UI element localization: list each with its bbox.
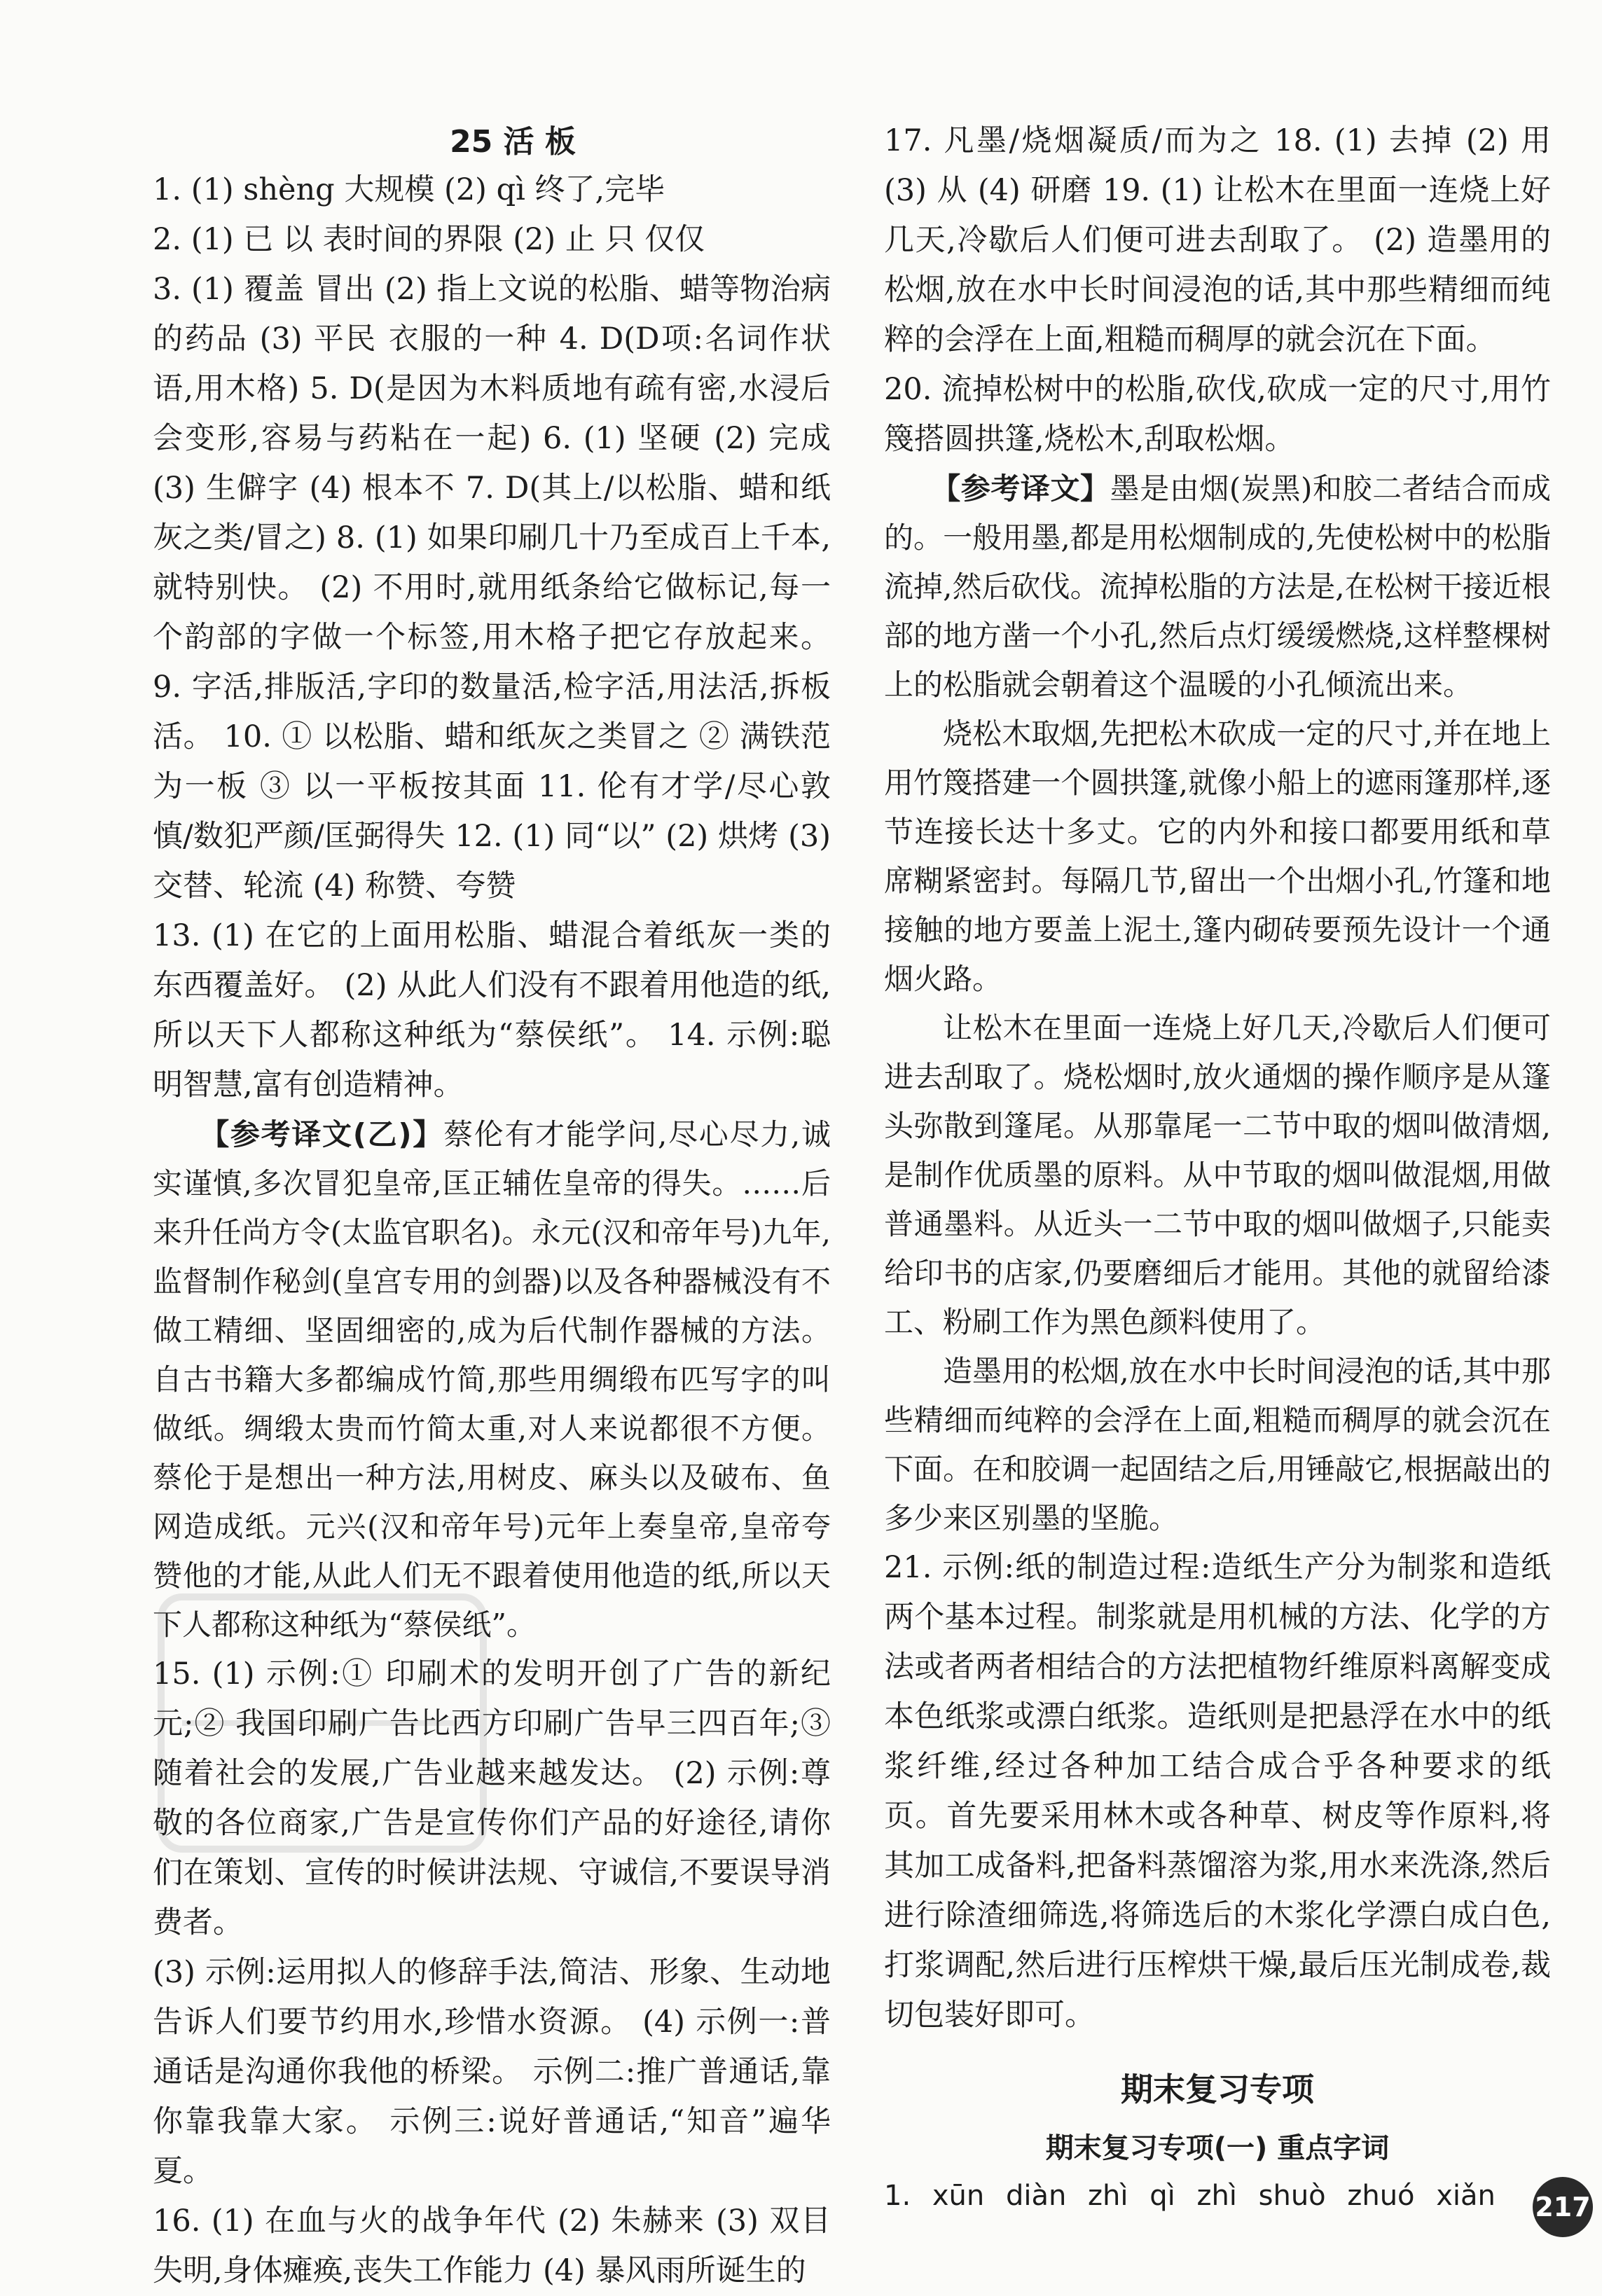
- translation-text: 墨是由烟(炭黑)和胶二者结合而成的。一般用墨,都是用松烟制成的,先使松树中的松脂流掉,然后砍伐。流掉松脂的方法是,在松树干接近根部的地方凿一个小孔,然后点灯缓缓燃烧,这样整棵树上的松脂就会朝着这个温暖的小孔倾流出来。: [884, 471, 1551, 702]
- answer-block: 1. (1) shèng 大规模 (2) qì 终了,完毕: [153, 172, 665, 207]
- translation-tag: 【参考译文(乙)】: [200, 1117, 444, 1152]
- answer-block: 13. (1) 在它的上面用松脂、蜡混合着纸灰一类的东西覆盖好。 (2) 从此人们没有不跟着用他造的纸,所以天下人都称这种纸为“蔡侯纸”。 14. 示例:聪明智慧,富有创造精神。: [153, 918, 831, 1102]
- lesson-title: 25 活 板: [450, 124, 576, 160]
- section-title: 期末复习专项: [1121, 2070, 1314, 2108]
- page-number-badge: 217: [1533, 2177, 1593, 2237]
- answer-block: 16. (1) 在血与火的战争年代 (2) 朱赫来 (3) 双目失明,身体瘫痪,丧失工作能力 (4) 暴风雨所诞生的: [153, 2204, 831, 2288]
- answer-block: 20. 流掉松树中的松脂,砍伐,砍成一定的尺寸,用竹篾搭圆拱篷,烧松木,刮取松烟。: [884, 372, 1551, 457]
- answer-block: 15. (1) 示例:① 印刷术的发明开创了广告的新纪元;② 我国印刷广告比西方印刷广告早三四百年;③ 随着社会的发展,广告业越来越发达。 (2) 示例:尊敬的各位商家,广告是宣传你们产品的好途径,请你们在策划、宣传的时候讲法规、守诚信,不要误导消费者。: [153, 1657, 841, 1940]
- translation-paragraph: 造墨用的松烟,放在水中长时间浸泡的话,其中那些精细而纯粹的会浮在上面,粗糙而稠厚的就会沉在下面。在和胶调一起固结之后,用锤敲它,根据敲出的多少来区别墨的坚脆。: [884, 1354, 1551, 1535]
- subsection-title: 期末复习专项(一) 重点字词: [1045, 2132, 1390, 2164]
- translation-tag: 【参考译文】: [931, 471, 1110, 506]
- translation-text: 蔡伦有才能学问,尽心尽力,诚实谨慎,多次冒犯皇帝,匡正辅佐皇帝的得失。……后来升任尚方令(太监官职名)。永元(汉和帝年号)九年,监督制作秘剑(皇宫专用的剑器)以及各种器械没有不做工精细、坚固细密的,成为后代制作器械的方法。自古书籍大多都编成竹简,那些用绸缎布匹写字的叫做纸。绸缎太贵而竹简太重,对人来说都很不方便。蔡伦于是想出一种方法,用树皮、麻头以及破布、鱼网造成纸。元兴(汉和帝年号)元年上奏皇帝,皇帝夸赞他的才能,从此人们无不跟着使用他造的纸,所以天下人都称这种纸为“蔡侯纸”。: [153, 1117, 831, 1642]
- answer-block: 2. (1) 已 以 表时间的界限 (2) 止 只 仅仅: [153, 222, 705, 257]
- translation-paragraph: 让松木在里面一连烧上好几天,冷歇后人们便可进去刮取了。烧松烟时,放火通烟的操作顺序是从篷头弥散到篷尾。从那靠尾一二节中取的烟叫做清烟,是制作优质墨的原料。从中节取的烟叫做混烟,用做普通墨料。从近头一二节中取的烟叫做烟子,只能卖给印书的店家,仍要磨细后才能用。其他的就留给漆工、粉刷工作为黑色颜料使用了。: [884, 1011, 1551, 1339]
- right-column: [884, 116, 1561, 2221]
- left-column: [153, 116, 841, 2296]
- answer-block: 21. 示例:纸的制造过程:造纸生产分为制浆和造纸两个基本过程。制浆就是用机械的方法、化学的方法或者两者相结合的方法把植物纤维原料离解变成本色纸浆或漂白纸浆。造纸则是把悬浮在水中的纸浆纤维,经过各种加工结合成合乎各种要求的纸页。首先要采用林木或各种草、树皮等作原料,将其加工成备料,把备料蒸馏溶为浆,用水来洗涤,然后进行除渣细筛选,将筛选后的木浆化学漂白成白色,打浆调配,然后进行压榨烘干燥,最后压光制成卷,裁切包装好即可。: [884, 1550, 1551, 2033]
- answer-block: 17. 凡墨/烧烟凝质/而为之 18. (1) 去掉 (2) 用 (3) 从 (4) 研磨 19. (1) 让松木在里面一连烧上好几天,冷歇后人们便可进去刮取了。 (2) 造墨用的松烟,放在水中长时间浸泡的话,其中那些精细而纯粹的会浮在上面,粗糙而稠厚的就会沉在下面。: [884, 123, 1561, 357]
- answer-block: (3) 示例:运用拟人的修辞手法,简洁、形象、生动地告诉人们要节约用水,珍惜水资源。 (4) 示例一:普通话是沟通你我他的桥梁。 示例二:推广普通话,靠你靠我靠大家。 示例三:说好普通话,“知音”遍华夏。: [153, 1955, 831, 2189]
- pinyin-answers: 1. xūn diàn zhì qì zhì shuò zhuó xiǎn: [884, 2180, 1496, 2212]
- reference-translation: [884, 464, 1551, 710]
- answer-block: 3. (1) 覆盖 冒出 (2) 指上文说的松脂、蜡等物治病的药品 (3) 平民 衣服的一种 4. D(D项:名词作状语,用木格) 5. D(是因为木料质地有疏有密,水浸后会变形,容易与药粘在一起) 6. (1) 坚硬 (2) 完成 (3) 生僻字 (4) 根本不 7. D(其上/以松脂、蜡和纸灰之类/冒之) 8. (1) 如果印刷几十乃至成百上千本,就特别快。 (2) 不用时,就用纸条给它做标记,每一个韵部的字做一个标签,用木格子把它存放起来。 9. 字活,排版活,字印的数量活,检字活,用法活,拆板活。 10. ① 以松脂、蜡和纸灰之类冒之 ② 满铁范为一板 ③ 以一平板按其面 11. 伦有才学/尽心敦慎/数犯严颜/匡弼得失 12. (1) 同“以” (2) 烘烤 (3) 交替、轮流 (4) 称赞、夸赞: [153, 272, 841, 904]
- reference-translation: [153, 1110, 831, 1650]
- translation-paragraph: 烧松木取烟,先把松木砍成一定的尺寸,并在地上用竹篾搭建一个圆拱篷,就像小船上的遮雨篷那样,逐节连接长达十多丈。它的内外和接口都要用纸和草席糊紧密封。每隔几节,留出一个出烟小孔,竹篷和地接触的地方要盖上泥土,篷内砌砖要预先设计一个通烟火路。: [884, 717, 1551, 996]
